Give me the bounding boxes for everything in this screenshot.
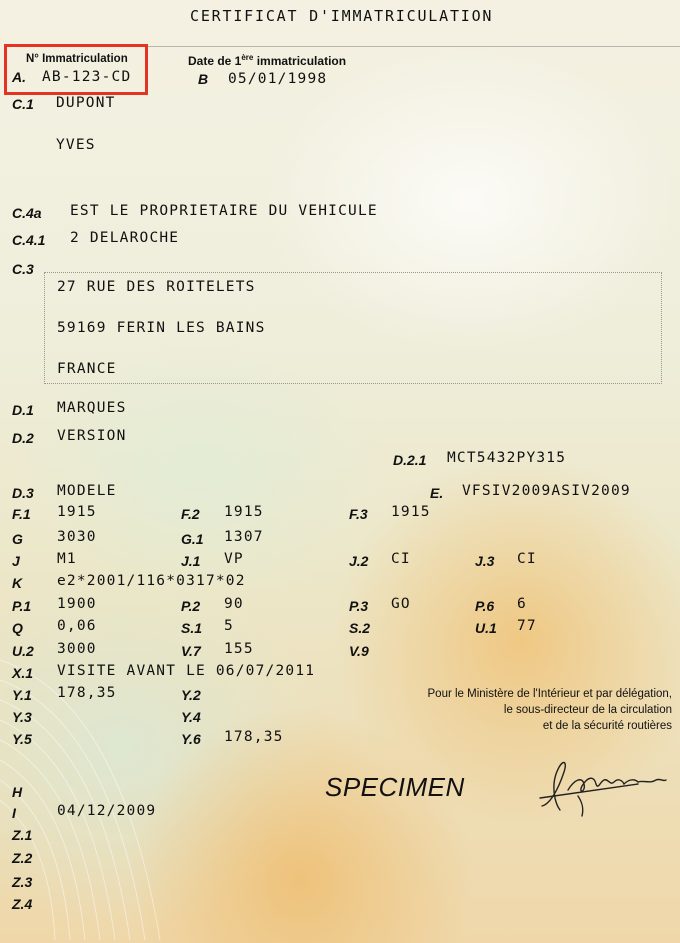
field-code-D2: D.2: [12, 430, 34, 446]
field-code-Z2: Z.2: [12, 850, 33, 866]
field-code-B: B: [198, 71, 209, 87]
field-code-K: K: [12, 575, 23, 591]
value-F2: 1915: [224, 504, 264, 520]
field-code-F2: F.2: [181, 506, 200, 522]
field-code-S2: S.2: [349, 620, 371, 636]
first-registration-label: Date de 1ère immatriculation: [188, 53, 347, 68]
registration-number-label: N° Immatriculation: [26, 53, 128, 65]
field-code-J: J: [12, 553, 20, 569]
holder-first-name: YVES: [56, 137, 96, 153]
value-F3: 1915: [391, 504, 431, 520]
field-code-V9: V.9: [349, 643, 369, 659]
address-line: 59169 FERIN LES BAINS: [57, 320, 266, 336]
field-code-V7: V.7: [181, 643, 201, 659]
value-V7: 155: [224, 641, 254, 657]
field-code-J3: J.3: [475, 553, 495, 569]
co-owners: 2 DELAROCHE: [70, 230, 180, 246]
value-U2: 3000: [57, 641, 97, 657]
address-line: 27 RUE DES ROITELETS: [57, 279, 256, 295]
field-code-S1: S.1: [181, 620, 203, 636]
field-code-Y6: Y.6: [181, 731, 201, 747]
header-rule: [140, 46, 680, 47]
value-S1: 5: [224, 618, 234, 634]
value-G1: 1307: [224, 529, 264, 545]
field-code-C3: C.3: [12, 261, 34, 277]
value-I: 04/12/2009: [57, 803, 157, 819]
field-code-Y4: Y.4: [181, 709, 201, 725]
authority-line: et de la sécurité routières: [542, 720, 672, 732]
field-code-C1: C.1: [12, 96, 34, 112]
value-P2: 90: [224, 596, 244, 612]
field-code-C41: C.4.1: [12, 232, 46, 248]
first-registration-date: 05/01/1998: [228, 71, 328, 87]
field-code-Y1: Y.1: [12, 687, 32, 703]
field-code-Z4: Z.4: [12, 896, 33, 912]
value-J: M1: [57, 551, 77, 567]
ownership-status: EST LE PROPRIETAIRE DU VEHICULE: [70, 203, 378, 219]
field-code-P2: P.2: [181, 598, 201, 614]
value-J1: VP: [224, 551, 244, 567]
field-code-E: E.: [430, 485, 444, 501]
field-code-D21: D.2.1: [393, 452, 427, 468]
vehicle-make: MARQUES: [57, 400, 127, 416]
value-J3: CI: [517, 551, 537, 567]
document-title: CERTIFICAT D'IMMATRICULATION: [190, 7, 494, 25]
vehicle-model: MODELE: [57, 483, 117, 499]
field-code-I: I: [12, 805, 16, 821]
value-Y1: 178,35: [57, 685, 117, 701]
value-Q: 0,06: [57, 618, 97, 634]
field-code-P3: P.3: [349, 598, 369, 614]
address-line: FRANCE: [57, 361, 117, 377]
field-code-U2: U.2: [12, 643, 34, 659]
field-code-G1: G.1: [181, 531, 204, 547]
field-code-X1: X.1: [12, 665, 34, 681]
holder-surname: DUPONT: [56, 95, 116, 111]
field-code-D3: D.3: [12, 485, 34, 501]
issuing-authority: [428, 686, 672, 734]
field-code-J1: J.1: [181, 553, 201, 569]
field-code-P1: P.1: [12, 598, 32, 614]
field-code-Q: Q: [12, 620, 23, 636]
vehicle-version: VERSION: [57, 428, 127, 444]
authority-line: Pour le Ministère de l'Intérieur et par délégation,: [427, 688, 672, 700]
field-code-A: A.: [12, 69, 26, 85]
authority-line: le sous-directeur de la circulation: [503, 704, 672, 716]
value-P1: 1900: [57, 596, 97, 612]
field-code-Y3: Y.3: [12, 709, 32, 725]
field-code-D1: D.1: [12, 402, 34, 418]
field-code-F3: F.3: [349, 506, 368, 522]
vin-number: VFSIV2009ASIV2009: [462, 483, 631, 499]
field-code-Y5: Y.5: [12, 731, 32, 747]
field-code-P6: P.6: [475, 598, 495, 614]
value-P6: 6: [517, 596, 527, 612]
value-G: 3030: [57, 529, 97, 545]
field-code-F1: F.1: [12, 506, 31, 522]
value-P3: GO: [391, 596, 411, 612]
field-code-Y2: Y.2: [181, 687, 201, 703]
field-code-G: G: [12, 531, 23, 547]
value-K: e2*2001/116*0317*02: [57, 573, 246, 589]
signature: [538, 750, 668, 820]
registration-number: AB-123-CD: [42, 69, 132, 85]
field-code-C4a: C.4a: [12, 205, 42, 221]
field-code-Z1: Z.1: [12, 827, 33, 843]
field-code-J2: J.2: [349, 553, 369, 569]
value-Y6: 178,35: [224, 729, 284, 745]
value-X1: VISITE AVANT LE 06/07/2011: [57, 663, 316, 679]
value-J2: CI: [391, 551, 411, 567]
field-code-H: H: [12, 784, 23, 800]
field-code-Z3: Z.3: [12, 874, 33, 890]
field-code-U1: U.1: [475, 620, 497, 636]
value-U1: 77: [517, 618, 537, 634]
specimen-mark: SPECIMEN: [325, 772, 465, 802]
value-F1: 1915: [57, 504, 97, 520]
national-type-code: MCT5432PY315: [447, 450, 567, 466]
